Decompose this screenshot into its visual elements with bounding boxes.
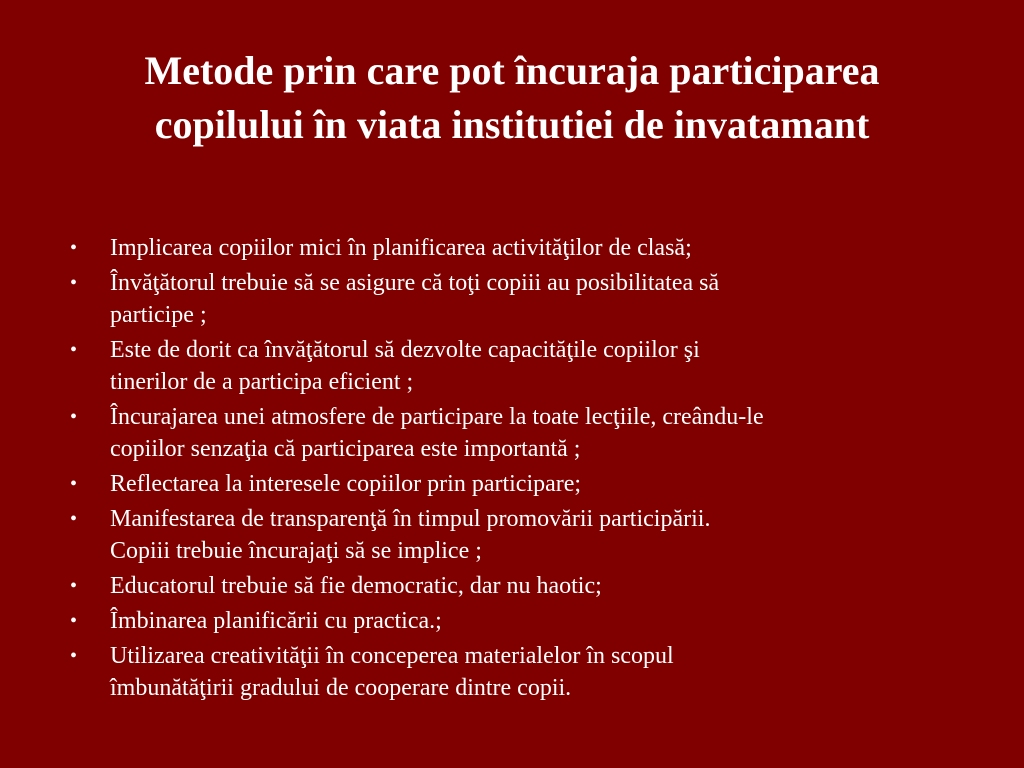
bullet-dot: • xyxy=(70,406,78,428)
bullet-item xyxy=(70,640,990,704)
bullet-dot: • xyxy=(70,645,78,667)
bullet-text: Învăţătorul trebuie să se asigure că toţi copiii au posibilitatea să xyxy=(110,270,720,296)
bullet-text: Educatorul trebuie să fie democratic, dar nu haotic; xyxy=(110,573,602,599)
bullet-text-continuation: copiilor senzaţia că participarea este importantă ; xyxy=(110,436,581,462)
bullet-item xyxy=(70,232,990,264)
bullet-text: Încurajarea unei atmosfere de participare la toate lecţiile, creându-le xyxy=(110,404,764,430)
bullet-item xyxy=(70,334,990,398)
bullet-text: Reflectarea la interesele copiilor prin participare; xyxy=(110,471,582,497)
bullet-item xyxy=(70,267,990,331)
bullet-dot: • xyxy=(70,508,78,530)
bullet-dot: • xyxy=(70,473,78,495)
bullet-item xyxy=(70,503,990,567)
slide-title-line-2: copilului în viata institutiei de invatamant xyxy=(154,102,870,147)
bullet-item xyxy=(70,605,990,637)
bullet-text-continuation: îmbunătăţirii gradului de cooperare dintre copii. xyxy=(110,675,572,701)
bullet-dot: • xyxy=(70,272,78,294)
bullet-dot: • xyxy=(70,610,78,632)
slide-title-line-1: Metode prin care pot încuraja participarea xyxy=(144,48,880,93)
bullet-dot: • xyxy=(70,339,78,361)
bullet-text: Îmbinarea planificării cu practica.; xyxy=(110,608,442,634)
bullet-text: Este de dorit ca învăţătorul să dezvolte capacităţile copiilor şi xyxy=(110,337,700,363)
bullet-text: Implicarea copiilor mici în planificarea activităţilor de clasă; xyxy=(110,235,692,261)
bullet-text: Utilizarea creativităţii în conceperea materialelor în scopul xyxy=(110,643,674,669)
bullet-text-continuation: tinerilor de a participa eficient ; xyxy=(110,369,414,395)
bullet-dot: • xyxy=(70,237,78,259)
bullet-list xyxy=(70,232,990,707)
slide-title xyxy=(40,44,984,152)
bullet-item xyxy=(70,401,990,465)
bullet-dot: • xyxy=(70,575,78,597)
bullet-text: Manifestarea de transparenţă în timpul promovării participării. xyxy=(110,506,711,532)
bullet-text-continuation: Copiii trebuie încurajaţi să se implice ; xyxy=(110,538,482,564)
bullet-text-continuation: participe ; xyxy=(110,302,207,328)
bullet-item xyxy=(70,570,990,602)
bullet-item xyxy=(70,468,990,500)
